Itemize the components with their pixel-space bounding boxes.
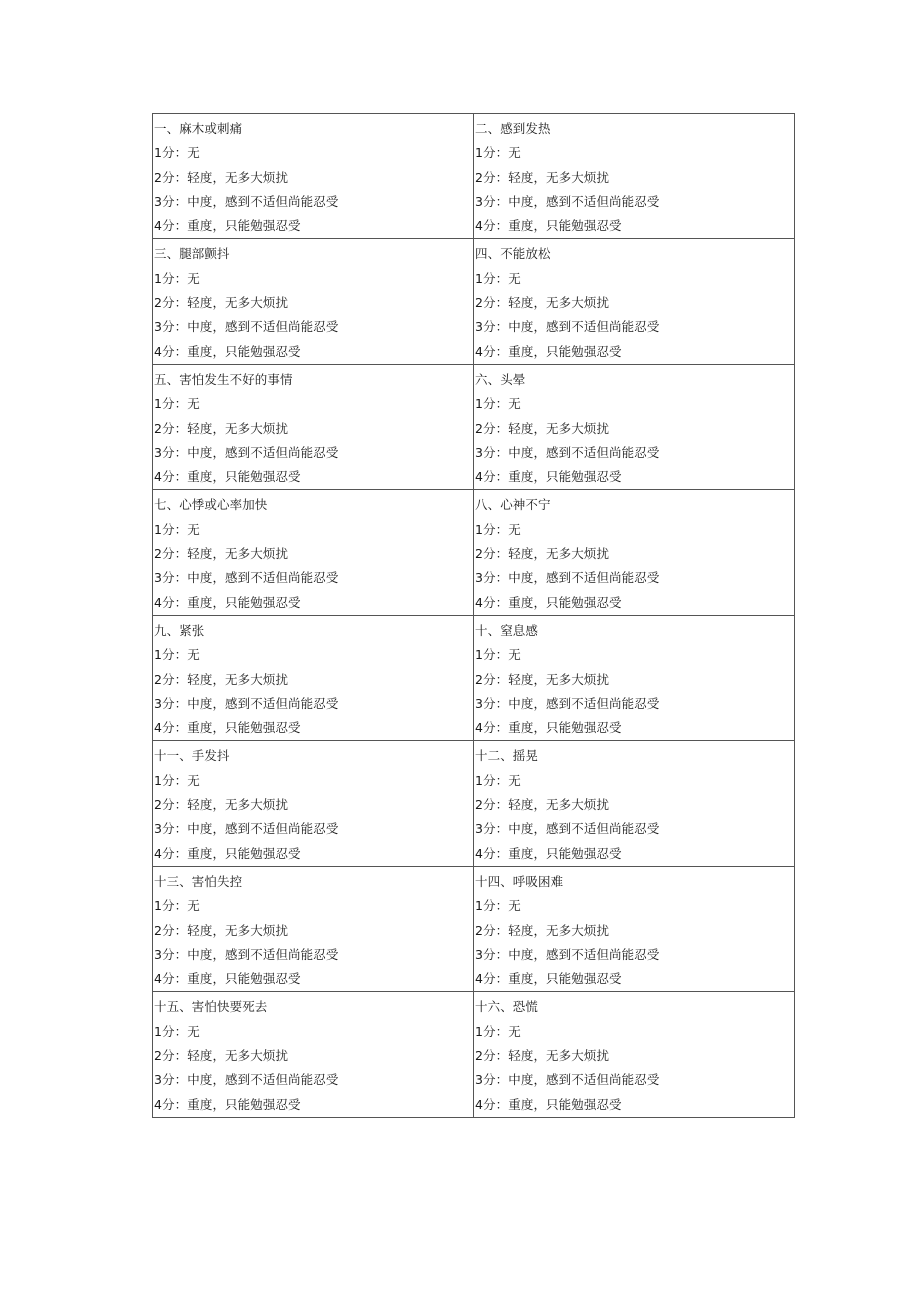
score-option: 1分：无 (475, 898, 521, 914)
score-option: 4分：重度，只能勉强忍受 (154, 343, 301, 359)
symptom-title: 三、腿部颤抖 (154, 246, 230, 262)
symptom-title: 二、感到发热 (475, 121, 551, 136)
symptom-cell (474, 866, 795, 991)
score-option: 1分：无 (475, 145, 521, 161)
score-option: 3分：中度，感到不适但尚能忍受 (475, 821, 660, 837)
score-option: 1分：无 (154, 772, 200, 788)
symptom-title: 七、心悸或心率加快 (154, 497, 268, 513)
score-option: 2分：轻度，无多大烦扰 (154, 671, 289, 687)
score-option: 4分：重度，只能勉强忍受 (154, 218, 301, 234)
table-row (153, 239, 795, 364)
score-option: 4分：重度，只能勉强忍受 (475, 594, 622, 610)
score-option: 3分：中度，感到不适但尚能忍受 (475, 695, 660, 711)
score-option: 1分：无 (475, 521, 521, 537)
symptom-cell (153, 741, 474, 866)
symptom-title: 十四、呼吸困难 (475, 873, 564, 889)
score-option: 3分：中度，感到不适但尚能忍受 (154, 695, 339, 711)
score-option: 3分：中度，感到不适但尚能忍受 (475, 319, 660, 335)
score-option: 1分：无 (475, 1023, 521, 1039)
score-option: 1分：无 (154, 270, 200, 286)
symptom-cell (153, 490, 474, 615)
score-option: 1分：无 (154, 145, 200, 161)
table-row (153, 866, 795, 991)
score-option: 1分：无 (154, 647, 200, 663)
score-option: 3分：中度，感到不适但尚能忍受 (475, 444, 660, 460)
score-option: 1分：无 (154, 1023, 200, 1039)
score-option: 2分：轻度，无多大烦扰 (475, 546, 610, 562)
symptom-title: 六、头晕 (475, 371, 526, 387)
table-row (153, 364, 795, 489)
symptom-title: 十三、害怕失控 (154, 873, 243, 889)
score-option: 2分：轻度，无多大烦扰 (475, 797, 610, 813)
score-option: 4分：重度，只能勉强忍受 (475, 720, 622, 736)
symptom-title: 十六、恐慌 (475, 999, 539, 1015)
table-row (153, 114, 795, 239)
symptom-cell (474, 992, 795, 1117)
symptom-scale-table (152, 113, 795, 1118)
score-option: 2分：轻度，无多大烦扰 (154, 546, 289, 562)
symptom-cell (153, 114, 474, 239)
score-option: 2分：轻度，无多大烦扰 (475, 295, 610, 311)
score-option: 3分：中度，感到不适但尚能忍受 (154, 444, 339, 460)
score-option: 1分：无 (475, 647, 521, 663)
score-option: 4分：重度，只能勉强忍受 (154, 845, 301, 861)
symptom-title: 四、不能放松 (475, 246, 551, 262)
symptom-title: 十五、害怕快要死去 (154, 999, 268, 1015)
symptom-cell (153, 239, 474, 364)
score-option: 1分：无 (154, 396, 200, 412)
symptom-cell (474, 239, 795, 364)
symptom-title: 十、窒息感 (475, 622, 539, 638)
score-option: 2分：轻度，无多大烦扰 (154, 420, 289, 436)
score-option: 4分：重度，只能勉强忍受 (475, 469, 622, 485)
score-option: 2分：轻度，无多大烦扰 (154, 797, 289, 813)
score-option: 2分：轻度，无多大烦扰 (154, 922, 289, 938)
score-option: 4分：重度，只能勉强忍受 (475, 971, 622, 987)
score-option: 4分：重度，只能勉强忍受 (154, 469, 301, 485)
score-option: 1分：无 (475, 270, 521, 286)
symptom-cell (474, 741, 795, 866)
score-option: 1分：无 (154, 521, 200, 537)
score-option: 3分：中度，感到不适但尚能忍受 (475, 946, 660, 962)
symptom-title: 十一、手发抖 (154, 748, 230, 764)
table-row (153, 615, 795, 740)
score-option: 2分：轻度，无多大烦扰 (475, 671, 610, 687)
score-option: 2分：轻度，无多大烦扰 (475, 922, 610, 938)
score-option: 1分：无 (154, 898, 200, 914)
table-row (153, 490, 795, 615)
symptom-cell (474, 615, 795, 740)
symptom-cell (153, 866, 474, 991)
symptom-title: 一、麻木或刺痛 (154, 121, 243, 136)
score-option: 3分：中度，感到不适但尚能忍受 (475, 1072, 660, 1088)
symptom-title: 五、害怕发生不好的事情 (154, 371, 293, 387)
score-option: 4分：重度，只能勉强忍受 (154, 971, 301, 987)
table-row (153, 741, 795, 866)
score-option: 4分：重度，只能勉强忍受 (154, 594, 301, 610)
symptom-title: 十二、摇晃 (475, 748, 539, 764)
score-option: 3分：中度，感到不适但尚能忍受 (475, 570, 660, 586)
score-option: 4分：重度，只能勉强忍受 (154, 1096, 301, 1112)
score-option: 2分：轻度，无多大烦扰 (475, 420, 610, 436)
score-option: 2分：轻度，无多大烦扰 (475, 169, 610, 185)
table-row (153, 992, 795, 1117)
score-option: 3分：中度，感到不适但尚能忍受 (154, 570, 339, 586)
score-option: 2分：轻度，无多大烦扰 (154, 295, 289, 311)
symptom-cell (474, 114, 795, 239)
score-option: 2分：轻度，无多大烦扰 (475, 1047, 610, 1063)
score-option: 3分：中度，感到不适但尚能忍受 (475, 193, 660, 209)
score-option: 2分：轻度，无多大烦扰 (154, 1047, 289, 1063)
score-option: 3分：中度，感到不适但尚能忍受 (154, 821, 339, 837)
symptom-cell (474, 364, 795, 489)
score-option: 3分：中度，感到不适但尚能忍受 (154, 1072, 339, 1088)
score-option: 4分：重度，只能勉强忍受 (154, 720, 301, 736)
symptom-title: 九、紧张 (154, 622, 205, 638)
score-option: 4分：重度，只能勉强忍受 (475, 845, 622, 861)
symptom-cell (153, 992, 474, 1117)
score-option: 1分：无 (475, 772, 521, 788)
symptom-title: 八、心神不宁 (475, 497, 551, 513)
score-option: 2分：轻度，无多大烦扰 (154, 169, 289, 185)
score-option: 4分：重度，只能勉强忍受 (475, 218, 622, 234)
score-option: 4分：重度，只能勉强忍受 (475, 343, 622, 359)
score-option: 3分：中度，感到不适但尚能忍受 (154, 319, 339, 335)
score-option: 3分：中度，感到不适但尚能忍受 (154, 193, 339, 209)
score-option: 1分：无 (475, 396, 521, 412)
symptom-cell (153, 615, 474, 740)
score-option: 4分：重度，只能勉强忍受 (475, 1096, 622, 1112)
symptom-cell (474, 490, 795, 615)
score-option: 3分：中度，感到不适但尚能忍受 (154, 946, 339, 962)
symptom-cell (153, 364, 474, 489)
